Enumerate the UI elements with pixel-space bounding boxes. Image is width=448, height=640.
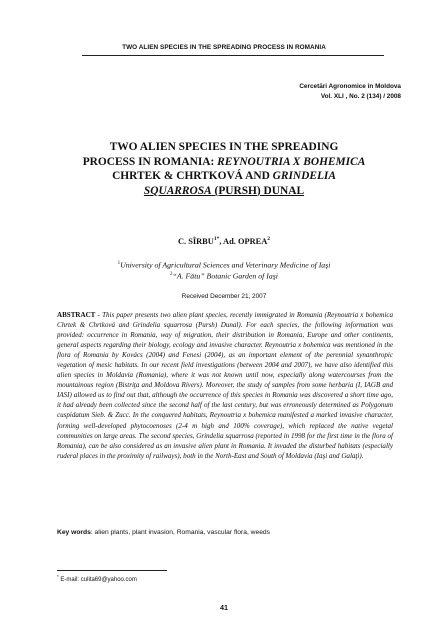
author-separator: , [219, 236, 224, 246]
title-line-2-plain: PROCESS IN ROMANIA: [82, 155, 218, 168]
footnote-email: E-mail: culita69@yahoo.com [58, 577, 137, 583]
affiliation-2-mark: 2 [170, 272, 173, 278]
affiliation-2 [40, 270, 408, 281]
paper-title [60, 140, 388, 198]
author-1-affiliation-mark: 1* [213, 236, 220, 242]
author-list [0, 236, 448, 246]
running-head: TWO ALIEN SPECIES IN THE SPREADING PROCESS IN ROMANIA [122, 44, 326, 51]
abstract-label: ABSTRACT [57, 311, 96, 319]
author-2: Ad. OPREA [223, 236, 268, 246]
received-date: Received December 21, 2007 [181, 293, 267, 300]
running-head-rule [82, 55, 384, 56]
journal-info [299, 82, 401, 101]
keywords-label: Key words [57, 529, 91, 536]
title-line-4 [60, 184, 388, 199]
title-line-1: TWO ALIEN SPECIES IN THE SPREADING [109, 141, 339, 153]
journal-name: Cercetări Agronomice în Moldova [299, 83, 401, 90]
title-line-4-plain: (PURSH) DUNAL [211, 184, 305, 197]
affiliations [40, 259, 408, 281]
footnote-mark: * [57, 574, 59, 579]
author-1: C. SÎRBU [177, 236, 214, 246]
title-line-4-italic: SQUARROSA [143, 184, 212, 197]
abstract [57, 310, 393, 461]
abstract-text: - This paper presents two alien plant species, recently immigrated in Romania (Reynoutria x bohemica Chrtek & Chrtková and Grindelia squarrosa (Pursh) Dunal). For each species, the following information was provided: occurrence in Romania, way of migration, their distribution in Romania, Europe and other continents, general aspects regarding their biology, ecology and invasive character. Reynoutria x bohemica was mentioned in the flora of Romania by Kovács (2004) and Fenesi (2004), as an important element of the perennial synanthropic vegetation of mesic habitats. In our recent field investigations (between 2004 and 2007), we have also identified this alien species in Moldavia (Romania), where it was not known until now, especially along watercourses from the mountainous region (Bistriţa and Moldova Rivers). Moreover, the study of samples from some herbaria (I, IAGB and IASI) allowed us to find out that, although the occurrence of this species in Romania was discovered a short time ago, it had already been collected since the second half of the last century, but was erroneously determined as Polygonum cuspidatum Sieb. & Zucc. In the conquered habitats, Reynoutria x bohemica manifested a marked invasive character, forming well-developed phytocoenoses (2-4 m high and 100% coverage), which replaced the native vegetal communities on large areas. The second species, Grindelia squarrosa (reported in 1998 for the first time in the flora of Romania), can be also considered as an invasive alien plant in Romania. It invaded the disturbed habitats (especially ruderal places in the proximity of railways), both in the North-East and South of Moldavia (Iaşi and Galaţi). [57, 311, 393, 460]
affiliation-2-text: “A. Fătu” Botanic Garden of Iaşi [172, 271, 278, 281]
affiliation-1-mark: 1 [117, 261, 121, 266]
title-line-2 [60, 155, 388, 170]
affiliation-1-text: University of Agricultural Sciences and Veterinary Medicine of Iaşi [120, 260, 331, 270]
affiliation-1 [40, 259, 408, 270]
footnote-rule [57, 570, 167, 571]
footnote [57, 574, 137, 583]
journal-volume: Vol. XLI , No. 2 (134) / 2008 [320, 92, 401, 100]
keywords-text: : alien plants, plant invasion, Romania, vascular flora, weeds [90, 529, 270, 536]
title-line-3-plain: CHRTEK & CHRTKOVÁ AND [112, 170, 273, 183]
title-line-3 [60, 169, 388, 184]
page-number: 41 [220, 603, 228, 612]
title-line-2-italic: REYNOUTRIA X BOHEMICA [217, 155, 366, 168]
author-2-affiliation-mark: 2 [267, 236, 271, 242]
title-line-3-italic: GRINDELIA [272, 170, 336, 183]
keywords [57, 529, 393, 536]
